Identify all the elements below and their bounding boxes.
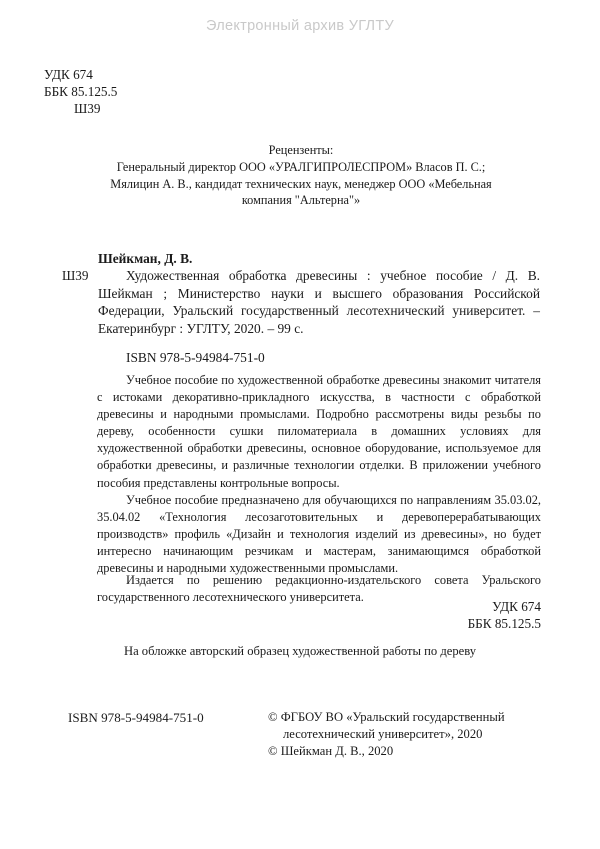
author-sign-top: Ш39 (74, 101, 101, 116)
bibliographic-record (62, 250, 540, 367)
udk-code-bottom: УДК 674 (492, 599, 541, 614)
reviewer-line: Генеральный директор ООО «УРАЛГИПРОЛЕСПРОМ» Власов П. С.; (116, 160, 486, 175)
reviewer-line: Мялицин А. В., кандидат технических наук, менеджер ООО «Мебельная (110, 176, 492, 191)
record-description-wrapper (62, 267, 540, 337)
record-isbn-line (62, 349, 540, 367)
annotation-paragraph: Учебное пособие предназначено для обучающихся по направлениям 35.03.02, 35.04.02 «Технология лесозаготовительных и деревоперерабатывающих производств» профиль «Дизайн и технология изделий из древесины», но будет интересно начинающим резчикам и мастерам, занимающимся обработкой древесины и народными художественными промыслами. (97, 492, 541, 576)
annotation-block (97, 372, 541, 577)
udk-code-top: УДК 674 (44, 67, 93, 82)
record-shelf-marker: Ш39 (62, 268, 89, 283)
footer-isbn: ISBN 978-5-94984-751-0 (68, 710, 204, 725)
classification-codes-bottom (0, 598, 541, 632)
record-isbn: ISBN 978-5-94984-751-0 (126, 350, 265, 366)
annotation-paragraph: Учебное пособие по художественной обработке древесины знакомит читателя с истоками декоративно-прикладного искусства, в частности с обработкой древесины и народными промыслами. Подробно рассмотрены виды резьбы по дереву, особенности сушки пиломатериала в домашних условиях для художественной обработки древесины, основное оборудование, используемое для обработки древесины, и различные технологии отделки. В приложении учебного пособия представлены контрольные вопросы. (97, 373, 541, 490)
classification-codes-top (44, 66, 117, 117)
copyright-line: © ФГБОУ ВО «Уральский государственный (268, 710, 505, 724)
record-description: Художественная обработка древесины : учебное пособие / Д. В. Шейкман ; Министерство науки и высшего образования Российской Федерации, Уральский государственный лесотехнический университет. – Екатеринбург : УГЛТУ, 2020. – 99 с. (98, 268, 540, 336)
archive-watermark: Электронный архив УГЛТУ (205, 18, 395, 34)
bbk-code-bottom: ББК 85.125.5 (467, 616, 541, 631)
reviewer-line: компания "Альтерна"» (241, 193, 361, 208)
bbk-code-top: ББК 85.125.5 (44, 84, 118, 99)
copyright-line: © Шейкман Д. В., 2020 (268, 744, 394, 758)
record-author: Шейкман, Д. В. (98, 251, 193, 266)
page-footer (0, 709, 600, 769)
cover-note: На обложке авторский образец художественной работы по дереву (123, 644, 477, 658)
reviewers-title: Рецензенты: (268, 143, 334, 157)
copyright-block (268, 709, 505, 760)
publication-decision-text: Издается по решению редакционно-издательского совета Уральского государственного лесотехнического университета. (97, 573, 541, 605)
reviewers-block (62, 142, 540, 209)
copyright-line: лесотехнический университет», 2020 (283, 727, 483, 741)
